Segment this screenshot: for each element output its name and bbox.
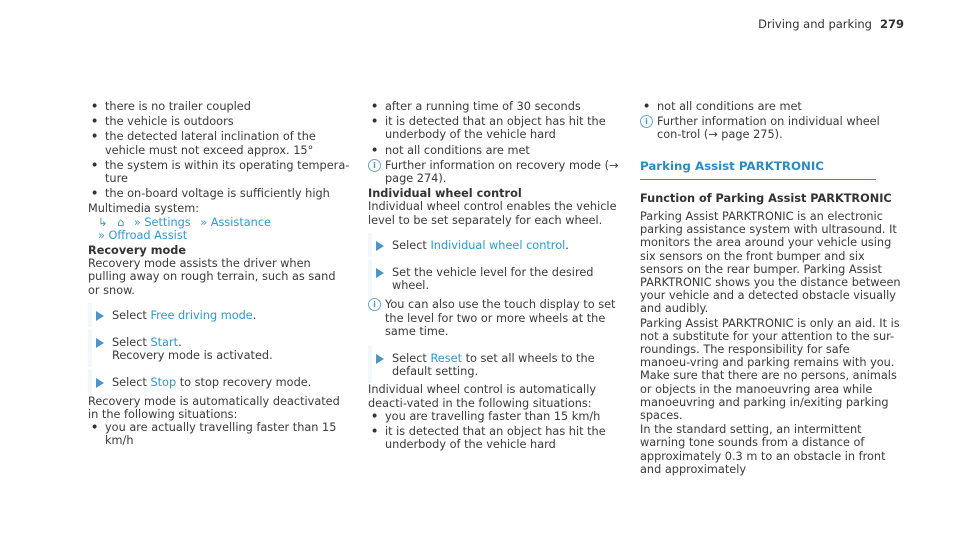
step-text: Select [112,308,151,322]
info-icon: i [640,115,653,128]
list-item: • the vehicle is outdoors [88,115,350,128]
step-text: . [252,308,257,322]
list-item: • there is no trailer coupled [88,100,350,113]
step-arrow-icon [376,268,384,278]
info-icon: i [368,298,381,311]
step-text: Select [392,352,431,366]
step-item [368,239,630,252]
page-header [758,18,904,31]
step-text: Set the vehicle level for the desired wheel. [392,266,594,293]
double-chevron-icon: » [200,215,208,229]
return-arrow-icon: ↳ [98,215,108,229]
column-1 [88,100,350,449]
step-arrow-icon [96,378,104,388]
double-chevron-icon: » [133,215,141,229]
paragraph: In the standard setting, an intermittent warning tone sounds from a distance of approximately 0.3 m to an obstacle in front and approximately [640,423,886,476]
list-item: • it is detected that an object has hit the underbody of the vehicle hard [368,115,630,141]
header-section: Driving and parking [758,17,872,31]
link-stop[interactable]: Stop [150,376,177,390]
step-text: Select [112,336,151,350]
step-arrow-icon [376,241,384,251]
link-individual-wheel-control[interactable]: Individual wheel control [430,238,566,252]
step-text: . [565,238,569,252]
step-bar [368,346,372,383]
step-bar [368,233,372,257]
info-note [640,115,902,141]
step-bar [368,260,372,297]
home-icon: ⌂ [117,215,125,229]
menu-offroad-assist[interactable]: Offroad Assist [108,228,188,242]
note-text: Further information on recovery mode (→ page 274). [385,158,619,186]
page-number: 279 [879,17,904,31]
step-text: to stop recovery mode. [176,376,312,390]
step-item [88,309,350,322]
step-text: Select [112,376,151,390]
note-text: Further information on individual wheel con-trol (→ page 275). [657,115,880,142]
recovery-text: Recovery mode assists the driver when pulling away on rough terrain, such as sand or snow. [88,257,336,297]
link-free-driving-mode[interactable]: Free driving mode [150,308,253,322]
list-item: • after a running time of 30 seconds [368,100,630,113]
list-item: • the detected lateral inclination of the vehicle must not exceed approx. 15° [88,130,350,156]
step-item [88,336,350,362]
list-item: • the on-board voltage is sufficiently high [88,187,350,200]
menu-settings[interactable]: Settings [144,215,191,229]
info-note [368,298,630,338]
step-text: Select [392,238,431,252]
column-3 [640,100,902,476]
note-text: You can also use the touch display to set the level for two or more wheels at the same time. [385,298,616,338]
multimedia-label: Multimedia system: [88,202,200,216]
section-title: Parking Assist PARKTRONIC [640,160,876,180]
auto-deactivation-text: Individual wheel control is automatically deacti-vated in the following situations: [368,383,597,410]
step-arrow-icon [376,354,384,364]
double-chevron-icon: » [98,228,105,242]
column-2 [368,100,630,453]
step-item [88,376,350,389]
list-item: • not all conditions are met [368,144,630,157]
function-heading: Function of Parking Assist PARKTRONIC [640,191,892,205]
info-note [368,159,630,185]
paragraph: Parking Assist PARKTRONIC is an electronic parking assistance system with ultrasound. It monitors the area around your vehicle using six sensors on the front bumper and six sensors on the rear bumper. Parking Assist PARKTRONIC shows you the distance between your vehicle and a detected obstacle visually and audibly. [640,210,901,316]
iwc-heading: Individual wheel control [368,187,522,201]
step-text: to set all wheels to the default setting. [392,352,595,379]
link-reset[interactable]: Reset [430,352,463,366]
paragraph: Parking Assist PARKTRONIC is only an aid. It is not a substitute for your attention to the sur-roundings. The responsibility for safe manoeu-vring and parking remains with you. Make sure that there are no persons, animals or objects in the manoeuvring area while manoeuvring and parking in/exiting parking spaces. [640,316,900,423]
iwc-text: Individual wheel control enables the vehicle level to be set separately for each wheel. [368,200,617,227]
step-bar [88,303,92,327]
menu-assistance[interactable]: Assistance [210,215,271,229]
auto-deactivation-text: Recovery mode is automatically deactivated in the following situations: [88,394,340,421]
step-bar [88,330,92,367]
step-result: Recovery mode is activated. [112,349,273,363]
list-item: • not all conditions are met [640,100,902,113]
step-bar [88,370,92,394]
info-icon: i [368,159,381,172]
list-item: • the system is within its operating tempera-ture [88,159,350,185]
link-start[interactable]: Start [150,336,179,350]
list-item: • you are travelling faster than 15 km/h [368,410,630,423]
list-item: • it is detected that an object has hit the underbody of the vehicle hard [368,425,630,451]
step-arrow-icon [96,338,104,348]
step-text: . [178,336,182,350]
menu-path-2 [88,229,350,242]
step-item [368,266,630,292]
menu-path [88,216,350,229]
list-item: • you are actually travelling faster than 15 km/h [88,421,350,447]
recovery-heading: Recovery mode [88,244,186,258]
step-arrow-icon [96,311,104,321]
step-item [368,352,630,378]
